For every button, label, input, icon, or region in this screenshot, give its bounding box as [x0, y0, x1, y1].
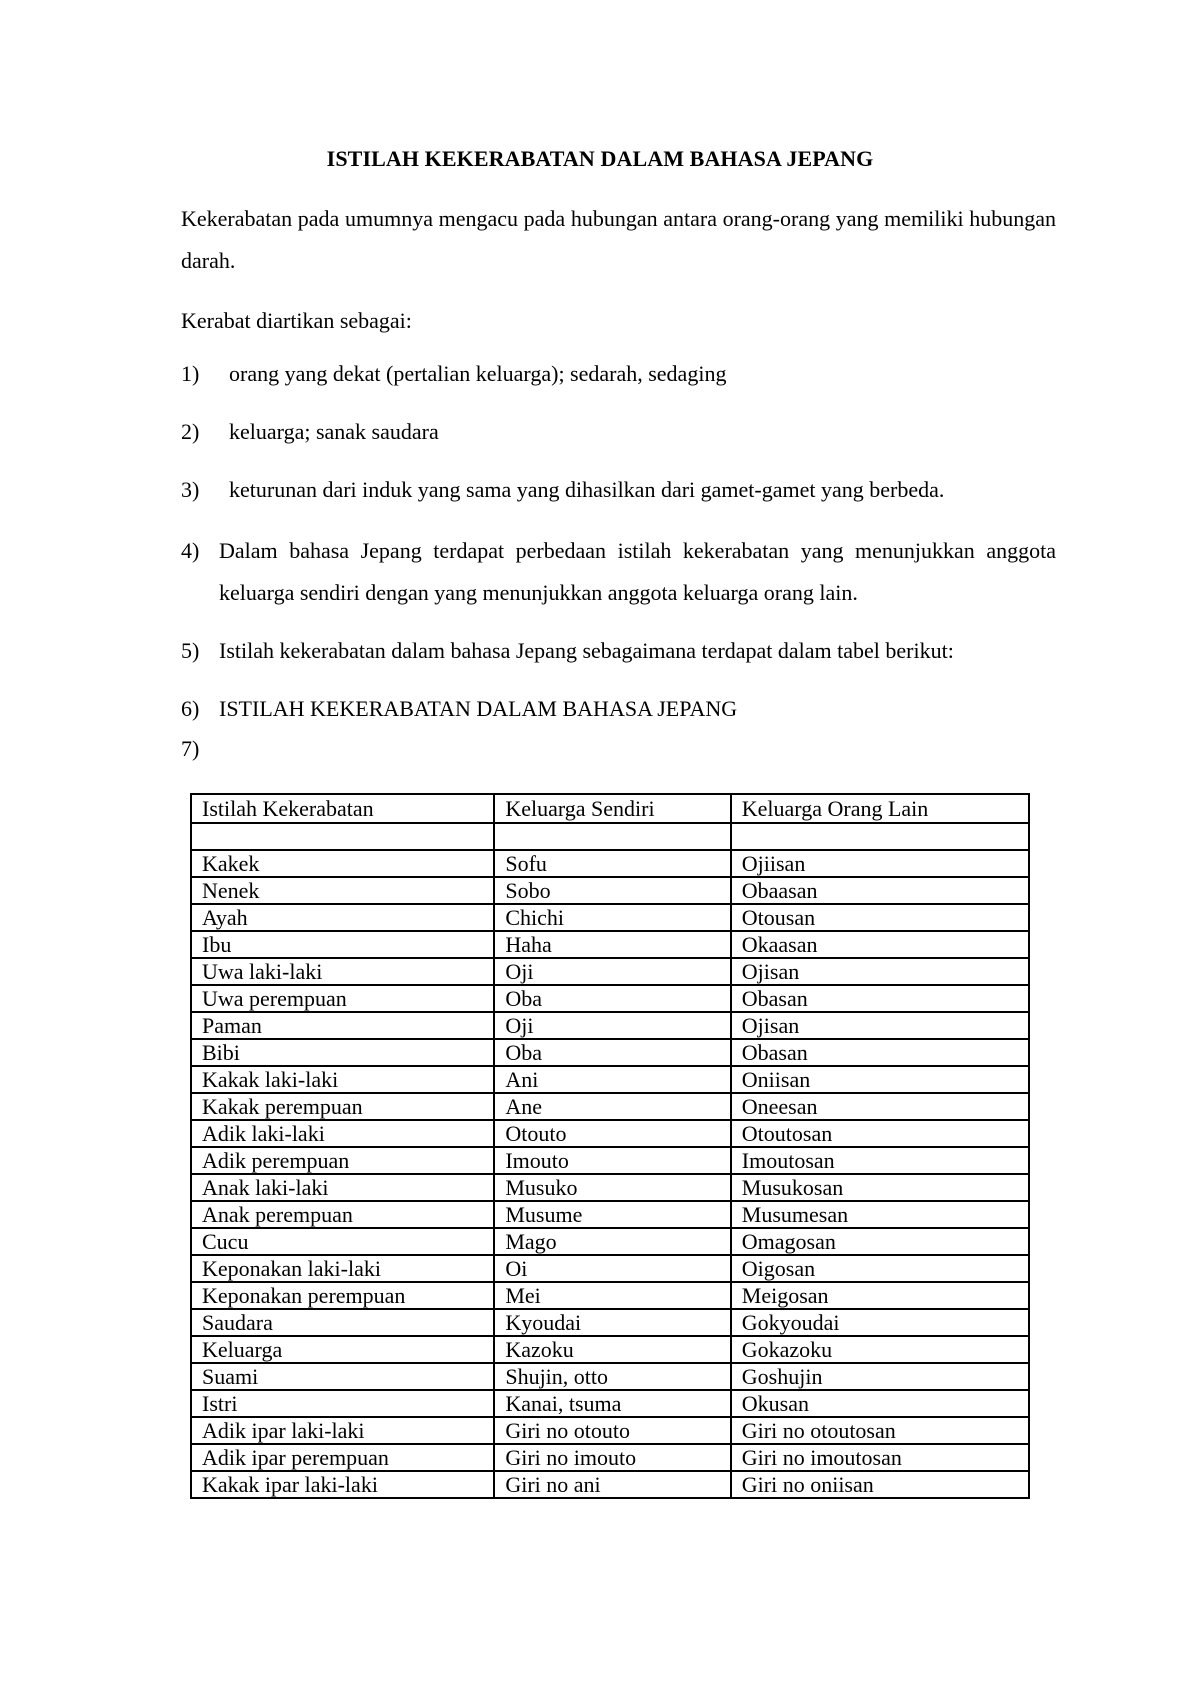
table-cell: Paman: [191, 1012, 494, 1039]
table-cell: Otousan: [731, 904, 1029, 931]
table-cell: Oneesan: [731, 1093, 1029, 1120]
list-item-number: 3): [181, 477, 200, 502]
kinship-table: [190, 793, 1030, 1499]
table-row: [191, 1039, 1029, 1066]
table-cell: Imoutosan: [731, 1147, 1029, 1174]
list-item: [181, 530, 1056, 614]
table-row: [191, 1471, 1029, 1498]
table-row: [191, 1147, 1029, 1174]
table-row: [191, 1174, 1029, 1201]
table-cell: Istri: [191, 1390, 494, 1417]
table-header-row: [191, 794, 1029, 823]
column-header: Istilah Kekerabatan: [191, 794, 494, 823]
list-item-number: 5): [181, 638, 200, 663]
table-cell: Obasan: [731, 1039, 1029, 1066]
table-cell: Ojisan: [731, 958, 1029, 985]
table-cell: Oniisan: [731, 1066, 1029, 1093]
list-item-number: 7): [181, 736, 200, 761]
table-cell: Uwa perempuan: [191, 985, 494, 1012]
table-cell: Goshujin: [731, 1363, 1029, 1390]
table-row: [191, 1390, 1029, 1417]
table-cell: Keponakan perempuan: [191, 1282, 494, 1309]
table-cell: Musume: [494, 1201, 730, 1228]
table-cell: [731, 823, 1029, 850]
table-cell: Adik ipar laki-laki: [191, 1417, 494, 1444]
table-row: [191, 1093, 1029, 1120]
table-cell: Giri no imouto: [494, 1444, 730, 1471]
list-item: [181, 411, 1056, 453]
list-item-text: keluarga; sanak saudara: [229, 419, 439, 444]
table-cell: Ojiisan: [731, 850, 1029, 877]
table-cell: Adik laki-laki: [191, 1120, 494, 1147]
list-item-text: Dalam bahasa Jepang terdapat perbedaan istilah kekerabatan yang menunjukkan anggota keluarga sendiri dengan yang menunjukkan anggota keluarga orang lain.: [219, 538, 1056, 605]
table-cell: Adik perempuan: [191, 1147, 494, 1174]
table-row: [191, 1417, 1029, 1444]
table-cell: Chichi: [494, 904, 730, 931]
table-row: [191, 1201, 1029, 1228]
list-item-text: orang yang dekat (pertalian keluarga); sedarah, sedaging: [229, 361, 727, 386]
table-cell: Meigosan: [731, 1282, 1029, 1309]
table-cell: Imouto: [494, 1147, 730, 1174]
list-item-number: 1): [181, 361, 200, 386]
table-cell: Ibu: [191, 931, 494, 958]
table-cell: Obasan: [731, 985, 1029, 1012]
table-row: [191, 1066, 1029, 1093]
table-row: [191, 1012, 1029, 1039]
table-cell: Suami: [191, 1363, 494, 1390]
table-row: [191, 823, 1029, 850]
list-item-number: 4): [181, 538, 200, 563]
table-cell: Kakak laki-laki: [191, 1066, 494, 1093]
table-cell: Okaasan: [731, 931, 1029, 958]
table-cell: Giri no ani: [494, 1471, 730, 1498]
table-cell: Kanai, tsuma: [494, 1390, 730, 1417]
table-row: [191, 877, 1029, 904]
table-cell: Musumesan: [731, 1201, 1029, 1228]
table-cell: Ayah: [191, 904, 494, 931]
table-cell: Giri no imoutosan: [731, 1444, 1029, 1471]
table-cell: Oi: [494, 1255, 730, 1282]
table-cell: [494, 823, 730, 850]
table-cell: Uwa laki-laki: [191, 958, 494, 985]
definition-lead: Kerabat diartikan sebagai:: [181, 308, 412, 333]
table-cell: Kakak perempuan: [191, 1093, 494, 1120]
table-cell: Sofu: [494, 850, 730, 877]
table-cell: Omagosan: [731, 1228, 1029, 1255]
table-row: [191, 904, 1029, 931]
table-row: [191, 985, 1029, 1012]
table-cell: Oji: [494, 958, 730, 985]
list-item: [181, 688, 1056, 730]
table-cell: Gokyoudai: [731, 1309, 1029, 1336]
list-item-number: 6): [181, 696, 200, 721]
list-item-text: Istilah kekerabatan dalam bahasa Jepang sebagaimana terdapat dalam tabel berikut:: [219, 638, 954, 663]
table-cell: Okusan: [731, 1390, 1029, 1417]
table-cell: Sobo: [494, 877, 730, 904]
table-cell: Otouto: [494, 1120, 730, 1147]
intro-paragraph: Kekerabatan pada umumnya mengacu pada hubungan antara orang-orang yang memiliki hubungan darah.: [181, 206, 1056, 273]
table-cell: Oigosan: [731, 1255, 1029, 1282]
table-cell: Saudara: [191, 1309, 494, 1336]
table-cell: Kakek: [191, 850, 494, 877]
table-cell: Gokazoku: [731, 1336, 1029, 1363]
table-cell: Musuko: [494, 1174, 730, 1201]
table-cell: Kazoku: [494, 1336, 730, 1363]
table-row: [191, 1282, 1029, 1309]
column-header: Keluarga Sendiri: [494, 794, 730, 823]
table-cell: Mago: [494, 1228, 730, 1255]
table-cell: Bibi: [191, 1039, 494, 1066]
table-cell: Anak perempuan: [191, 1201, 494, 1228]
list-item: [181, 469, 1056, 511]
table-cell: Haha: [494, 931, 730, 958]
list-item-number: 2): [181, 419, 200, 444]
table-cell: Keponakan laki-laki: [191, 1255, 494, 1282]
list-item: [181, 630, 1056, 672]
table-cell: Shujin, otto: [494, 1363, 730, 1390]
table-row: [191, 931, 1029, 958]
table-row: [191, 1309, 1029, 1336]
column-header: Keluarga Orang Lain: [731, 794, 1029, 823]
table-cell: Ani: [494, 1066, 730, 1093]
table-cell: Giri no oniisan: [731, 1471, 1029, 1498]
table-cell: Ane: [494, 1093, 730, 1120]
table-cell: Cucu: [191, 1228, 494, 1255]
table-cell: Oji: [494, 1012, 730, 1039]
table-row: [191, 958, 1029, 985]
table-cell: [191, 823, 494, 850]
table-cell: Obaasan: [731, 877, 1029, 904]
table-cell: Musukosan: [731, 1174, 1029, 1201]
table-cell: Otoutosan: [731, 1120, 1029, 1147]
table-row: [191, 1228, 1029, 1255]
table-cell: Giri no otouto: [494, 1417, 730, 1444]
table-cell: Adik ipar perempuan: [191, 1444, 494, 1471]
table-cell: Nenek: [191, 877, 494, 904]
table-cell: Mei: [494, 1282, 730, 1309]
table-row: [191, 1255, 1029, 1282]
table-cell: Kyoudai: [494, 1309, 730, 1336]
table-cell: Kakak ipar laki-laki: [191, 1471, 494, 1498]
table-row: [191, 1120, 1029, 1147]
table-row: [191, 1363, 1029, 1390]
list-item-text: keturunan dari induk yang sama yang dihasilkan dari gamet-gamet yang berbeda.: [229, 477, 945, 502]
table-row: [191, 1444, 1029, 1471]
list-item-text: ISTILAH KEKERABATAN DALAM BAHASA JEPANG: [219, 696, 738, 721]
table-cell: Anak laki-laki: [191, 1174, 494, 1201]
table-row: [191, 1336, 1029, 1363]
list-item: [181, 353, 1056, 395]
table-cell: Keluarga: [191, 1336, 494, 1363]
document-title: ISTILAH KEKERABATAN DALAM BAHASA JEPANG: [326, 146, 874, 171]
table-row: [191, 850, 1029, 877]
table-cell: Ojisan: [731, 1012, 1029, 1039]
table-cell: Oba: [494, 985, 730, 1012]
table-cell: Oba: [494, 1039, 730, 1066]
table-cell: Giri no otoutosan: [731, 1417, 1029, 1444]
